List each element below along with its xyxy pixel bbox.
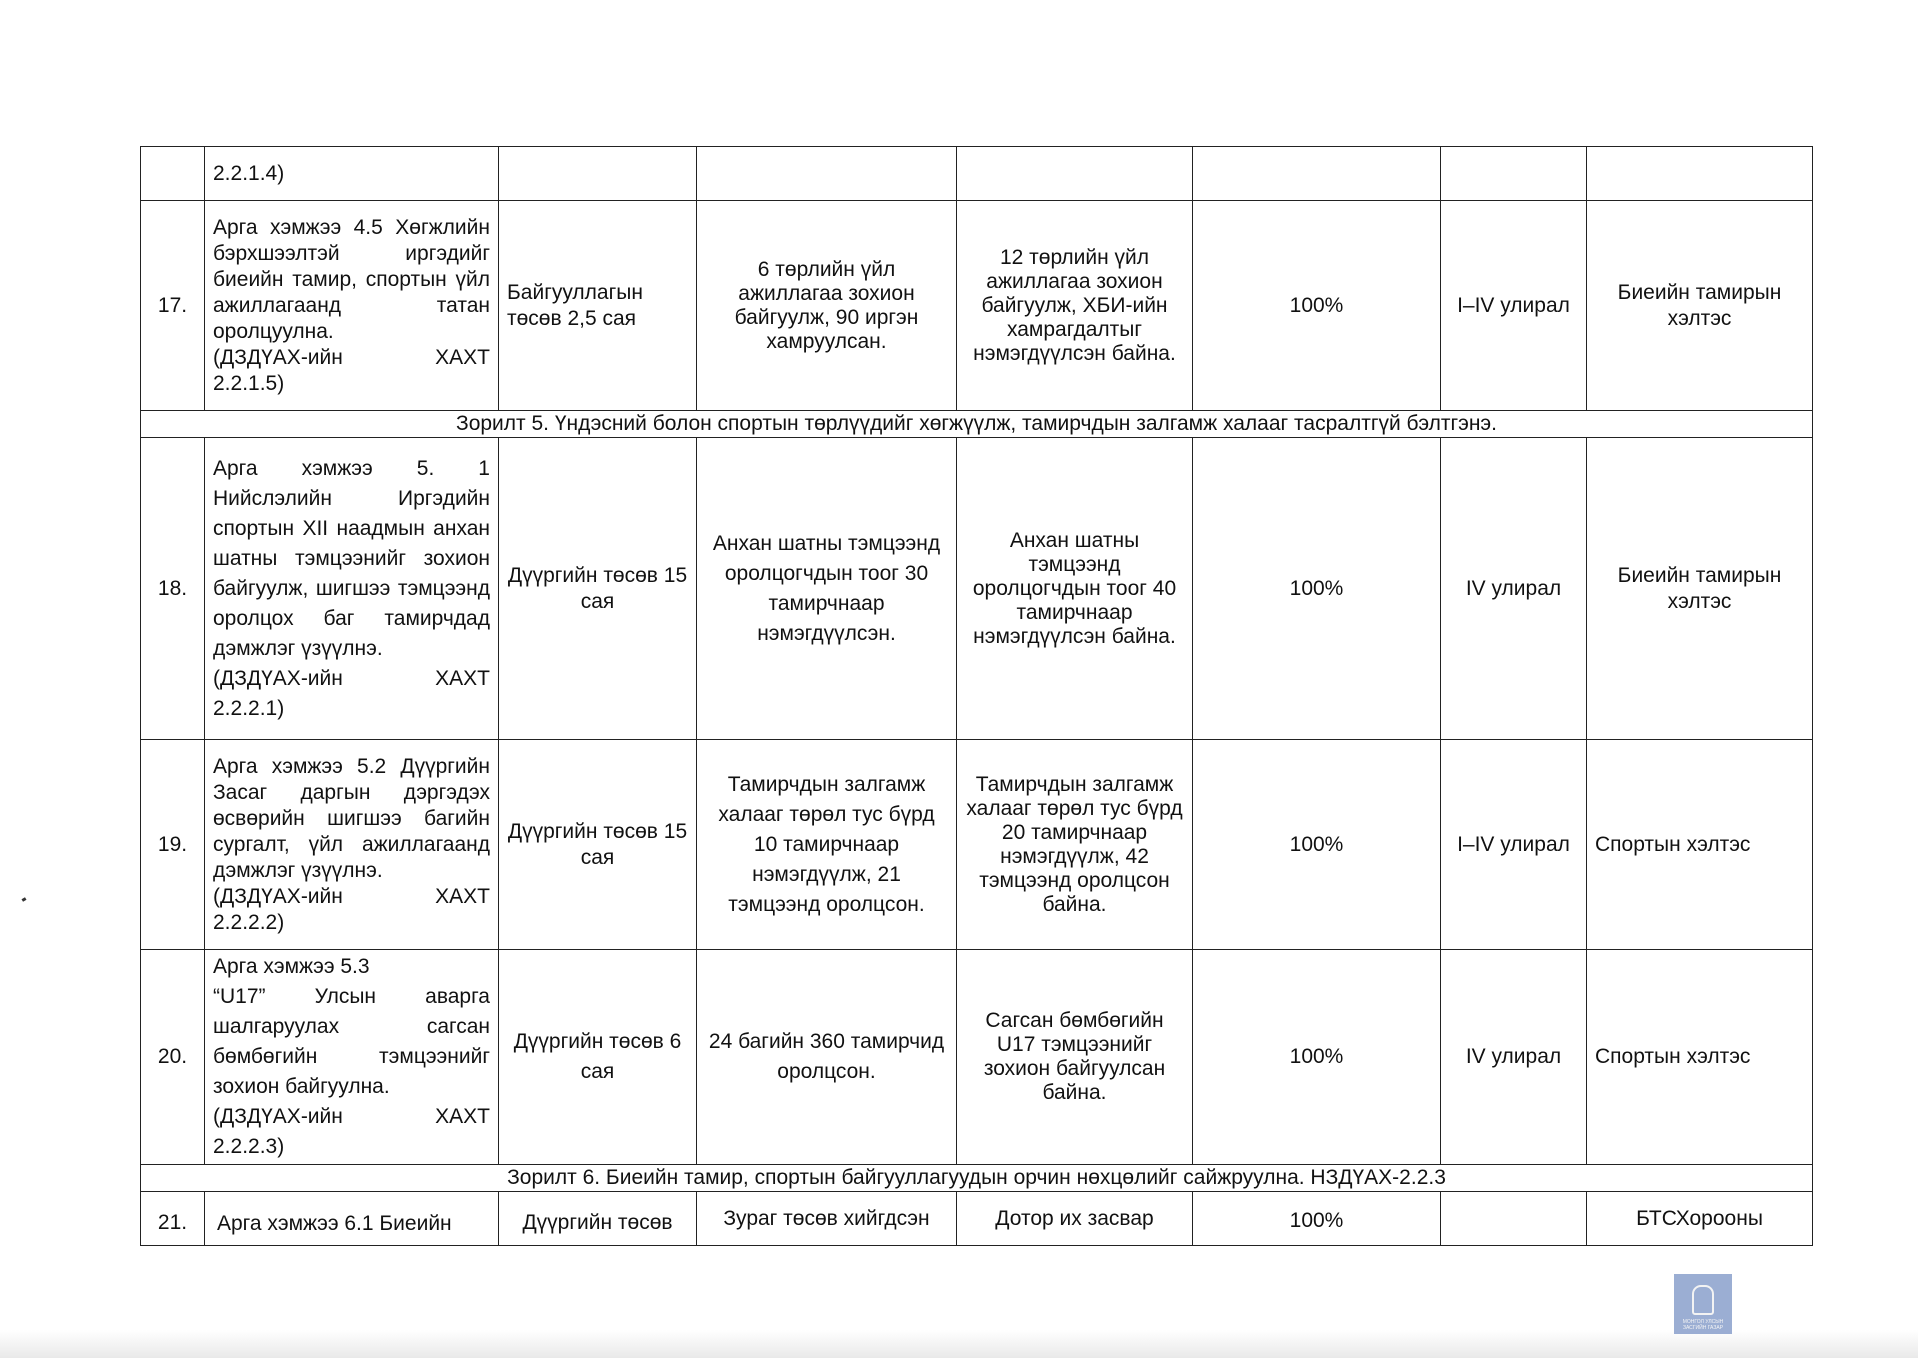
action-cell [205, 438, 499, 740]
row-number: 19. [141, 740, 205, 950]
table-row [141, 438, 1813, 740]
budget-cell [499, 147, 697, 201]
table-row-continuation [141, 147, 1813, 201]
table-row [141, 950, 1813, 1165]
reference: (ДЗДҮАХ-ийн ХАХТ [213, 884, 490, 908]
row-number: 20. [141, 950, 205, 1165]
period-cell: IV улирал [1441, 950, 1587, 1165]
action-text: Арга хэмжээ 5.3 “U17” Улсын аварга шалгаруулах сагсан бөмбөгийн тэмцээнийг зохион байгуулна. [213, 955, 490, 1098]
percent-cell: 100% [1193, 740, 1441, 950]
responsible-cell: Биеийн тамирын хэлтэс [1587, 201, 1813, 411]
action-plan-table [140, 146, 1813, 1246]
section-heading: Зорилт 6. Биеийн тамир, спортын байгууллагуудын орчин нөхцөлийг сайжруулна. НЗДҮАХ-2.2.3 [141, 1165, 1813, 1192]
section-heading: Зорилт 5. Үндэсний болон спортын төрлүүдийг хөгжүүлж, тамирчдын залгамж халааг тасралтгүй бэлтгэнэ. [141, 411, 1813, 438]
reference-code: 2.2.1.5) [213, 371, 285, 395]
percent-cell: 100% [1193, 201, 1441, 411]
target-cell: Анхан шатны тэмцээнд оролцогчдын тоог 40 тамирчнаар нэмэгдүүлсэн байна. [957, 438, 1193, 740]
responsible-cell: Спортын хэлтэс [1587, 950, 1813, 1165]
reference: (ДЗДҮАХ-ийн ХАХТ [213, 666, 490, 690]
reference-code: 2.2.2.2) [213, 910, 285, 934]
period-cell [1441, 1192, 1587, 1246]
baseline-cell: Тамирчдын залгамж халааг төрөл тус бүрд 10 тамирчнаар нэмэгдүүлж, 21 тэмцээнд оролцсон. [697, 740, 957, 950]
soyombo-icon [1692, 1285, 1714, 1315]
target-cell: 12 төрлийн үйл ажиллагаа зохион байгуулж, ХБИ-ийн хамрагдалтыг нэмэгдүүлсэн байна. [957, 201, 1193, 411]
period-cell: I–IV улирал [1441, 740, 1587, 950]
table-row [141, 201, 1813, 411]
budget-cell: Дүүргийн төсөв [499, 1192, 697, 1246]
section-heading-row [141, 1165, 1813, 1192]
baseline-cell: Зураг төсөв хийгдсэн [697, 1192, 957, 1246]
action-cell [205, 201, 499, 411]
reference-code: 2.2.2.1) [213, 696, 285, 720]
percent-cell: 100% [1193, 950, 1441, 1165]
scan-speck [22, 897, 27, 902]
action-text: Арга хэмжээ 5. 1 Нийслэлийн Иргэдийн спортын XII наадмын анхан шатны тэмцээнийг зохион байгуулж, шигшээ тэмцээнд оролцох баг тамирчдад дэмжлэг үзүүлнэ. [213, 456, 490, 660]
percent-cell: 100% [1193, 438, 1441, 740]
percent-cell [1193, 147, 1441, 201]
target-cell: Сагсан бөмбөгийн U17 тэмцээнийг зохион байгуулсан байна. [957, 950, 1193, 1165]
budget-cell: Байгууллагын төсөв 2,5 сая [499, 201, 697, 411]
reference: (ДЗДҮАХ-ийн ХАХТ [213, 345, 490, 369]
percent-cell: 100% [1193, 1192, 1441, 1246]
logo-text: МОНГОЛ УЛСЫН ЗАСГИЙН ГАЗАР [1682, 1319, 1724, 1331]
responsible-cell: Спортын хэлтэс [1587, 740, 1813, 950]
baseline-cell: Анхан шатны тэмцээнд оролцогчдын тоог 30 тамирчнаар нэмэгдүүлсэн. [697, 438, 957, 740]
section-heading-row [141, 411, 1813, 438]
baseline-cell: 24 багийн 360 тамирчид оролцсон. [697, 950, 957, 1165]
target-cell: Дотор их засвар [957, 1192, 1193, 1246]
baseline-cell [697, 147, 957, 201]
government-seal-logo [1674, 1274, 1732, 1334]
action-cell [205, 950, 499, 1165]
action-cell [205, 740, 499, 950]
target-cell: Тамирчдын залгамж халааг төрөл тус бүрд 20 тамирчнаар нэмэгдүүлж, 42 тэмцээнд оролцсон байна. [957, 740, 1193, 950]
period-cell: I–IV улирал [1441, 201, 1587, 411]
responsible-cell [1587, 147, 1813, 201]
row-number [141, 147, 205, 201]
table-row [141, 740, 1813, 950]
budget-cell: Дүүргийн төсөв 6 сая [499, 950, 697, 1165]
reference-code: 2.2.2.3) [213, 1135, 285, 1158]
action-cell: Арга хэмжээ 6.1 Биеийн [205, 1192, 499, 1246]
period-cell [1441, 147, 1587, 201]
target-cell [957, 147, 1193, 201]
table-row [141, 1192, 1813, 1246]
budget-cell: Дүүргийн төсөв 15 сая [499, 740, 697, 950]
action-cell: 2.2.1.4) [205, 147, 499, 201]
page-bottom-shade [0, 1330, 1918, 1358]
reference: (ДЗДҮАХ-ийн ХАХТ [213, 1105, 490, 1128]
row-number: 18. [141, 438, 205, 740]
responsible-cell: Биеийн тамирын хэлтэс [1587, 438, 1813, 740]
budget-cell: Дүүргийн төсөв 15 сая [499, 438, 697, 740]
action-text: Арга хэмжээ 4.5 Хөгжлийн бэрхшээлтэй иргэдийг биеийн тамир, спортын үйл ажиллагаанд татан оролцуулна. [213, 215, 490, 343]
responsible-cell: БТСХорооны [1587, 1192, 1813, 1246]
period-cell: IV улирал [1441, 438, 1587, 740]
row-number: 17. [141, 201, 205, 411]
baseline-cell: 6 төрлийн үйл ажиллагаа зохион байгуулж, 90 иргэн хамруулсан. [697, 201, 957, 411]
row-number: 21. [141, 1192, 205, 1246]
action-text: Арга хэмжээ 5.2 Дүүргийн Засаг даргын дэргэдэх өсвөрийн шигшээ багийн сургалт, үйл ажиллагаанд дэмжлэг үзүүлнэ. [213, 754, 490, 882]
